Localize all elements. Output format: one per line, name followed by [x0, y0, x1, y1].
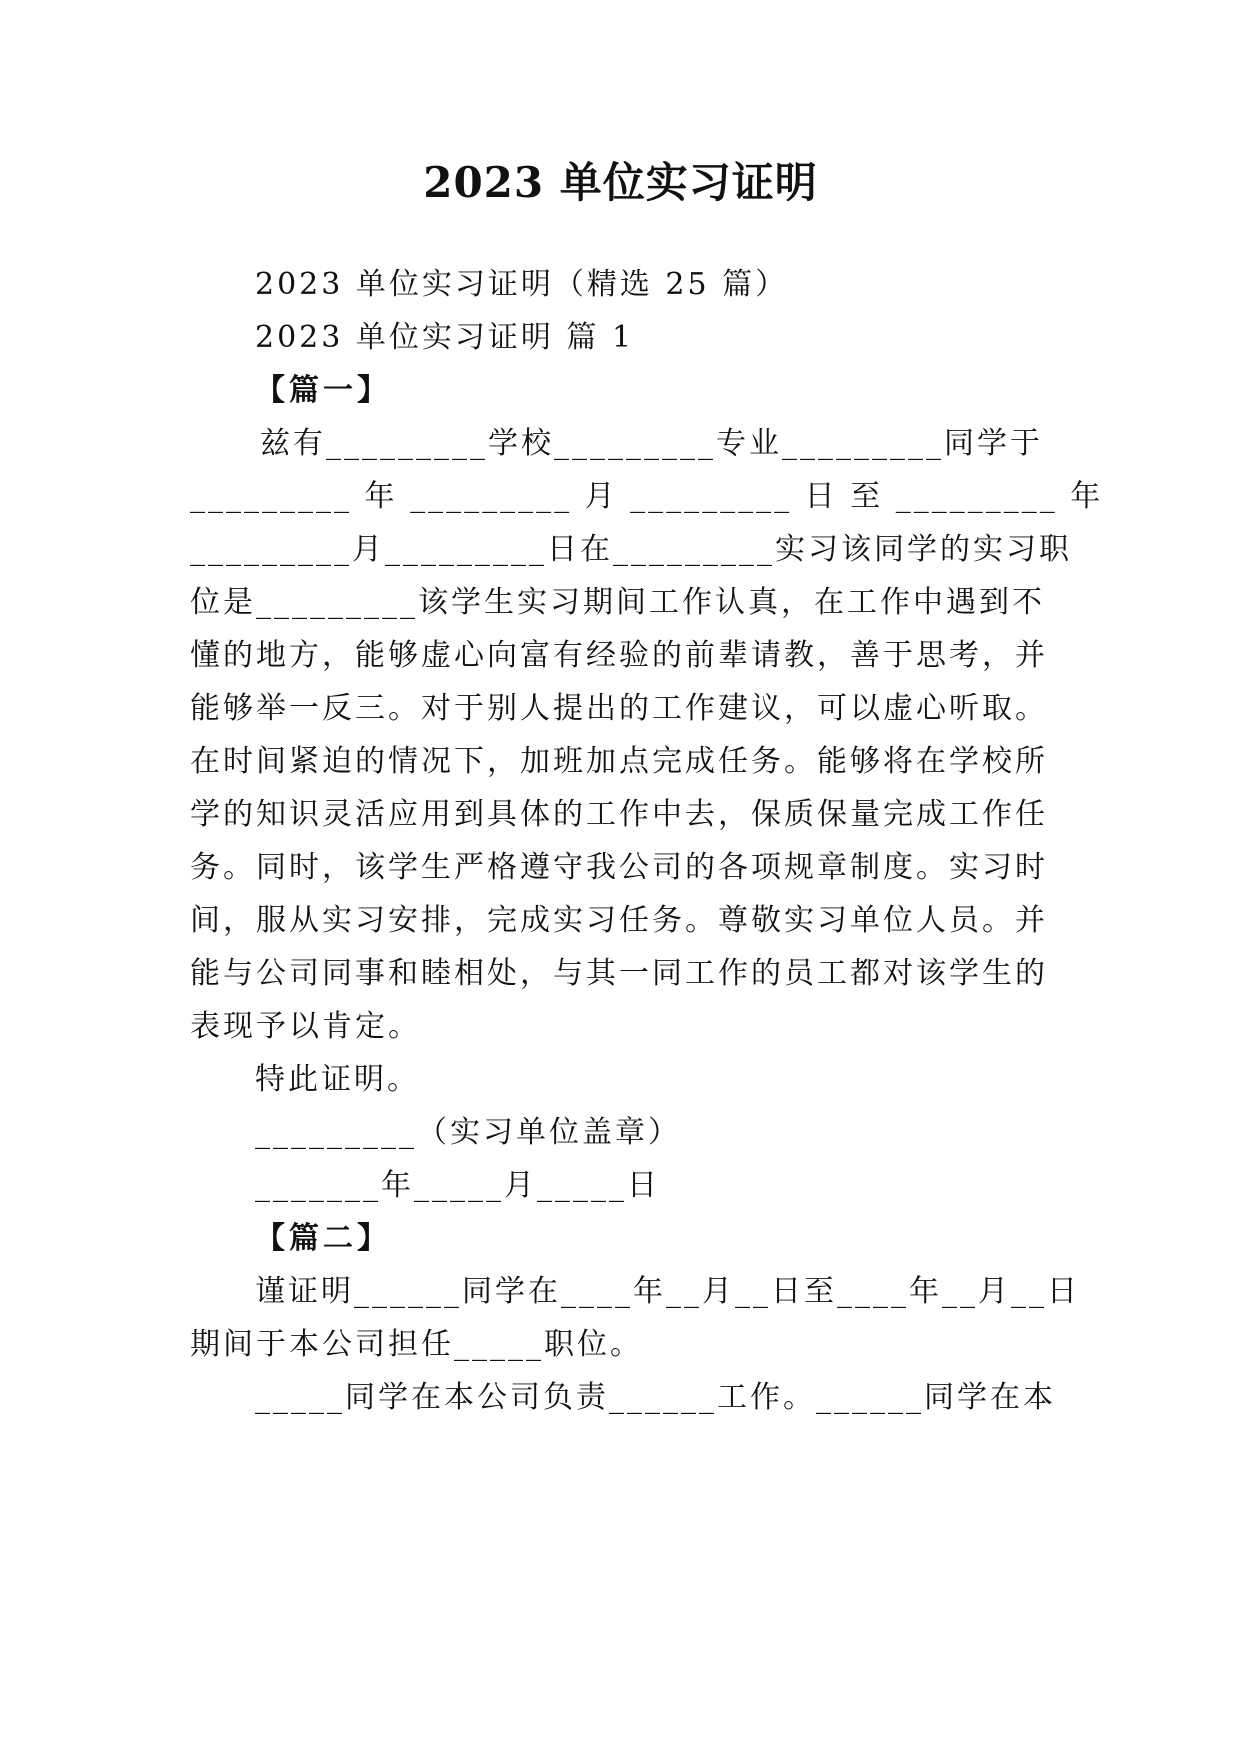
paragraph-line: 懂的地方，能够虚心向富有经验的前辈请教，善于思考，并: [190, 638, 1048, 673]
paragraph-line: 位是_________该学生实习期间工作认真，在工作中遇到不: [190, 585, 1045, 620]
part-heading: 2023 单位实习证明 篇 1: [255, 320, 635, 355]
paragraph-line: _____同学在本公司负责______工作。______同学在本: [255, 1380, 1056, 1415]
document-subtitle: 2023 单位实习证明（精选 25 篇）: [255, 267, 789, 302]
paragraph-line: 兹有_________学校_________专业_________同学于: [260, 426, 1043, 461]
paragraph-line: _________ 年 _________ 月 _________ 日 至 _________ 年: [190, 479, 1104, 514]
paragraph-line: 能够举一反三。对于别人提出的工作建议，可以虚心听取。: [190, 691, 1048, 726]
paragraph-line: 间，服从实习安排，完成实习任务。尊敬实习单位人员。并: [190, 903, 1048, 938]
paragraph-line: 谨证明______同学在____年__月__日至____年__月__日: [255, 1274, 1080, 1309]
paragraph-line: _________月_________日在_________实习该同学的实习职: [190, 532, 1072, 567]
paragraph-line: 学的知识灵活应用到具体的工作中去，保质保量完成工作任: [190, 797, 1048, 832]
document-title: 2023 单位实习证明: [423, 158, 818, 207]
paragraph-line: 能与公司同事和睦相处，与其一同工作的员工都对该学生的: [190, 956, 1048, 991]
paragraph-line: 务。同时，该学生严格遵守我公司的各项规章制度。实习时: [190, 850, 1048, 885]
paragraph-line: 在时间紧迫的情况下，加班加点完成任务。能够将在学校所: [190, 744, 1048, 779]
paragraph-line: 表现予以肯定。: [190, 1009, 421, 1044]
date-line: _______年_____月_____日: [255, 1168, 660, 1203]
paragraph-line: 期间于本公司担任_____职位。: [190, 1327, 643, 1362]
certify-text: 特此证明。: [255, 1062, 420, 1097]
section1-heading: 【篇一】: [255, 373, 391, 408]
section2-heading: 【篇二】: [255, 1221, 391, 1256]
seal-line: _________（实习单位盖章）: [255, 1115, 681, 1150]
